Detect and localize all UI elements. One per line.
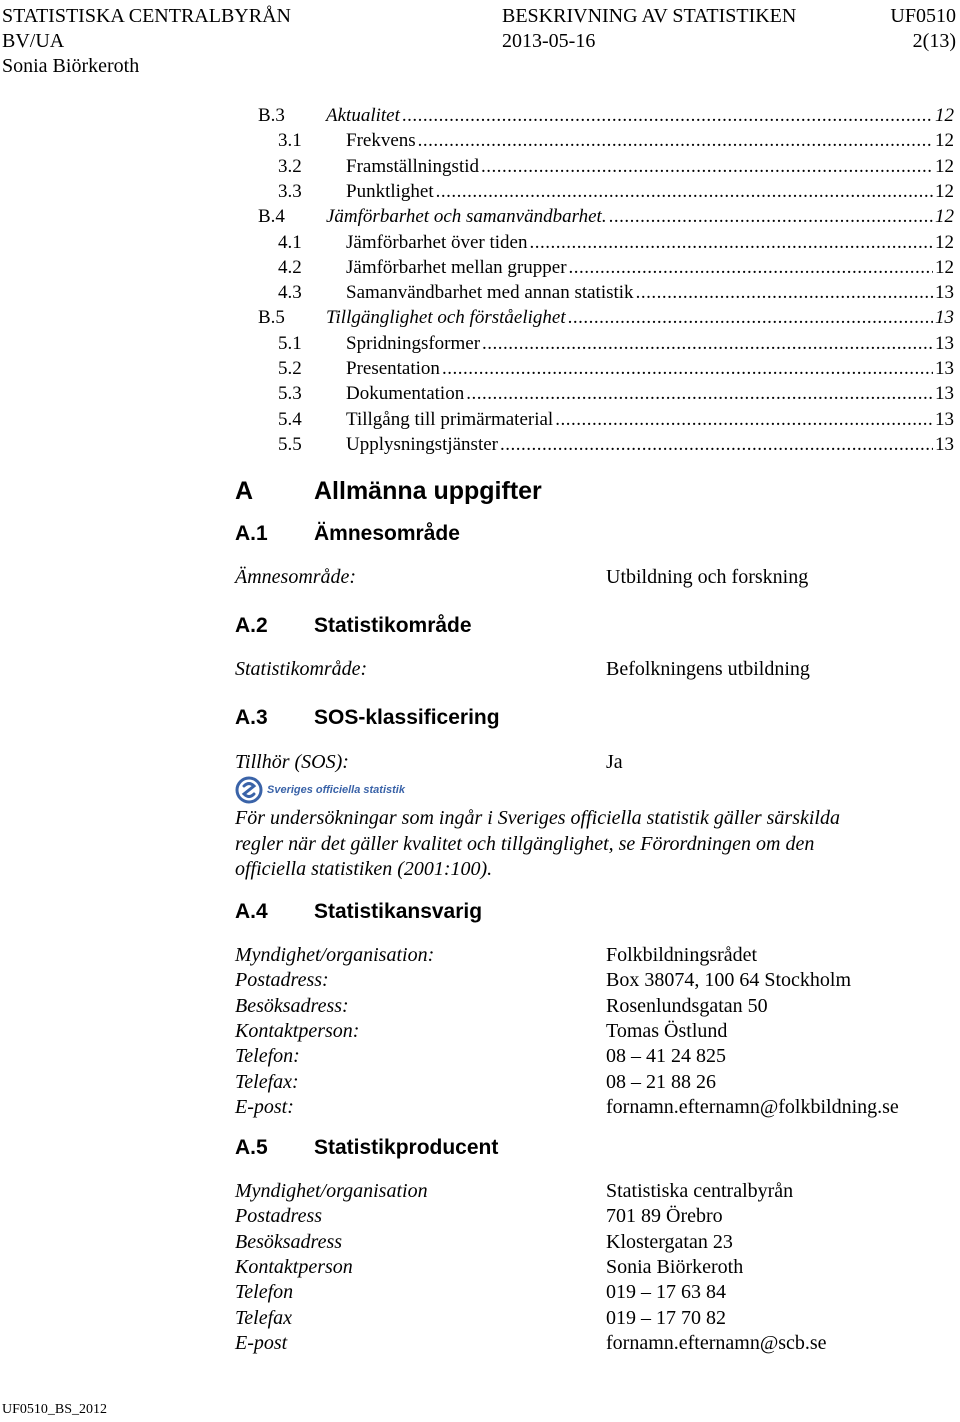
toc-entry-title: Frekvens	[346, 130, 416, 152]
toc-entry-page: 13	[935, 307, 954, 329]
contact-value: Folkbildningsrådet	[606, 944, 758, 966]
toc-entry-leader	[568, 306, 933, 330]
contact-value[interactable]: fornamn.efternamn@folkbildning.se	[606, 1095, 899, 1118]
toc-entry-leader	[609, 205, 933, 229]
a1-value: Utbildning och forskning	[606, 566, 809, 588]
toc-entry-page: 13	[935, 383, 954, 405]
header-page: 2(13)	[912, 30, 956, 52]
contact-label: Telefon	[235, 1281, 294, 1304]
toc-entry-leader	[569, 256, 933, 280]
a1-number: A.1	[235, 522, 268, 545]
a4-number: A.4	[235, 900, 268, 923]
toc-entry-title: Punktlighet	[346, 180, 434, 202]
toc-entry-leader	[418, 129, 933, 153]
a3-number: A.3	[235, 706, 268, 729]
contact-label: Telefon:	[235, 1045, 300, 1068]
toc-entry[interactable]	[258, 205, 954, 229]
header-org: STATISTISKA CENTRALBYRÅN	[2, 5, 291, 27]
toc-entry-number: 4.2	[278, 256, 302, 278]
toc-entry-page: 12	[935, 155, 954, 177]
toc-entry-number: 3.2	[278, 155, 302, 177]
toc-entry-title: Samanvändbarhet med annan statistik	[346, 282, 634, 304]
toc-entry-page: 13	[935, 332, 954, 354]
toc-entry-leader	[529, 231, 933, 255]
toc-entry[interactable]	[278, 408, 954, 432]
toc-entry-leader	[436, 180, 933, 204]
toc-entry[interactable]	[278, 129, 954, 153]
footer-code: UF0510_BS_2012	[2, 1402, 108, 1417]
toc-entry-leader	[500, 433, 933, 457]
toc-entry-number: 4.3	[278, 282, 302, 304]
toc-entry-page: 13	[935, 408, 954, 430]
toc-entry-page: 13	[935, 282, 954, 304]
toc-entry-number: 5.4	[278, 408, 302, 430]
toc-entry-leader	[555, 408, 933, 432]
toc-entry[interactable]	[278, 332, 954, 356]
toc-entry[interactable]	[278, 281, 954, 305]
toc-entry-title: Tillgänglighet och förståelighet	[326, 307, 566, 329]
toc-entry-title: Spridningsformer	[346, 332, 481, 354]
toc-entry[interactable]	[278, 155, 954, 179]
toc-entry-leader	[482, 332, 933, 356]
contact-value: Box 38074, 100 64 Stockholm	[606, 969, 852, 992]
a1-title: Ämnesområde	[314, 522, 460, 545]
toc-entry[interactable]	[278, 231, 954, 255]
sos-paragraph	[235, 806, 935, 883]
sos-paragraph-line: För undersökningar som ingår i Sveriges officiella statistik gäller särskilda	[235, 807, 840, 829]
toc-entry-number: B.4	[258, 206, 285, 228]
header-doc-type: BESKRIVNING AV STATISTIKEN	[502, 5, 797, 27]
toc-entry-number: 5.5	[278, 433, 302, 455]
toc-entry-leader	[466, 382, 933, 406]
contact-label: Kontaktperson:	[235, 1019, 360, 1042]
a2-title: Statistikområde	[314, 614, 472, 637]
toc-entry-leader	[481, 155, 933, 179]
toc-entry-page: 12	[935, 231, 954, 253]
toc-entry[interactable]	[278, 180, 954, 204]
toc-entry-number: 5.2	[278, 358, 302, 379]
toc-entry-page: 13	[935, 358, 954, 379]
contact-value: 08 – 21 88 26	[606, 1070, 716, 1093]
toc-entry[interactable]	[258, 104, 954, 128]
toc-entry-page: 12	[935, 105, 954, 126]
contact-value[interactable]: fornamn.efternamn@scb.se	[606, 1331, 827, 1354]
contact-value: 019 – 17 63 84	[606, 1281, 726, 1304]
a2-label: Statistikområde:	[235, 658, 368, 680]
a2-value: Befolkningens utbildning	[606, 658, 810, 680]
a2-number: A.2	[235, 614, 268, 637]
a3-label: Tillhör (SOS):	[235, 751, 349, 773]
toc-entry-leader	[442, 357, 933, 381]
contact-value: Klostergatan 23	[606, 1230, 733, 1253]
contact-label: Kontaktperson	[235, 1255, 353, 1278]
section-a-number: A	[235, 477, 254, 505]
a3-title: SOS-klassificering	[314, 706, 500, 729]
toc-entry-title: Jämförbarhet över tiden	[346, 231, 528, 253]
toc-entry-leader	[636, 281, 933, 305]
toc-entry-page: 13	[935, 433, 954, 455]
toc-entry-title: Framställningstid	[346, 155, 479, 177]
sos-paragraph-line: regler när det gäller kvalitet och tillgänglighet, se Förordningen om den	[235, 832, 815, 855]
toc-entry-title: Dokumentation	[346, 383, 465, 405]
contact-label: Besöksadress:	[235, 994, 349, 1017]
toc-entry-page: 12	[935, 180, 954, 202]
contact-label: Postadress:	[235, 969, 329, 992]
toc-entry-title: Aktualitet	[326, 105, 400, 126]
contact-label: Telefax	[235, 1306, 293, 1329]
toc-entry[interactable]	[278, 433, 954, 457]
toc-entry-title: Jämförbarhet mellan grupper	[346, 256, 567, 278]
toc-entry-number: 5.3	[278, 383, 302, 405]
contact-label: Postadress	[235, 1205, 323, 1228]
contact-label: E-post	[235, 1331, 288, 1354]
contact-value: 019 – 17 70 82	[606, 1306, 726, 1329]
contact-value: 08 – 41 24 825	[606, 1045, 726, 1068]
toc-entry-title: Jämförbarhet och samanvändbarhet.	[326, 206, 607, 228]
a3-value: Ja	[606, 751, 623, 773]
toc-entry-number: 3.1	[278, 130, 302, 152]
a4-title: Statistikansvarig	[314, 900, 483, 923]
contact-label: Myndighet/organisation:	[235, 944, 435, 966]
toc-entry-page: 12	[935, 256, 954, 278]
toc-entry-number: 5.1	[278, 332, 302, 354]
toc-entry[interactable]	[278, 382, 954, 406]
contact-label: Besöksadress	[235, 1230, 343, 1253]
contact-label: Telefax:	[235, 1070, 299, 1093]
contact-value: Sonia Biörkeroth	[606, 1255, 744, 1278]
sos-logo-icon	[235, 776, 263, 804]
toc-entry[interactable]	[278, 357, 954, 381]
a1-label: Ämnesområde:	[235, 566, 357, 588]
contact-value: Tomas Östlund	[606, 1019, 728, 1042]
contact-value: 701 89 Örebro	[606, 1205, 723, 1228]
header-date: 2013-05-16	[502, 30, 596, 52]
sos-logo	[235, 775, 415, 805]
a5-number: A.5	[235, 1136, 268, 1159]
section-a-title: Allmänna uppgifter	[314, 477, 542, 505]
toc-entry[interactable]	[278, 256, 954, 280]
header-doc-code: UF0510	[890, 5, 956, 27]
toc-entry-number: B.3	[258, 105, 285, 126]
toc-entry-number: B.5	[258, 307, 285, 329]
a5-title: Statistikproducent	[314, 1136, 499, 1159]
header-dept: BV/UA	[2, 30, 65, 52]
toc-entry-number: 3.3	[278, 180, 302, 202]
toc-entry-page: 12	[935, 130, 954, 152]
toc-entry-number: 4.1	[278, 231, 302, 253]
contact-label: E-post:	[235, 1095, 294, 1118]
toc-entry-page: 12	[935, 206, 954, 228]
toc-entry[interactable]	[258, 306, 954, 330]
toc-entry-leader	[402, 104, 933, 128]
contact-value: Statistiska centralbyrån	[606, 1180, 794, 1202]
contact-value: Rosenlundsgatan 50	[606, 994, 768, 1017]
header-author: Sonia Biörkeroth	[2, 55, 140, 77]
toc-entry-title: Tillgång till primärmaterial	[346, 408, 554, 430]
toc-entry-title: Presentation	[346, 358, 440, 379]
toc-entry-title: Upplysningstjänster	[346, 433, 498, 455]
contact-label: Myndighet/organisation	[235, 1180, 428, 1202]
sos-logo-text: Sveriges officiella statistik	[267, 784, 405, 796]
sos-paragraph-line: officiella statistiken (2001:100).	[235, 858, 493, 880]
